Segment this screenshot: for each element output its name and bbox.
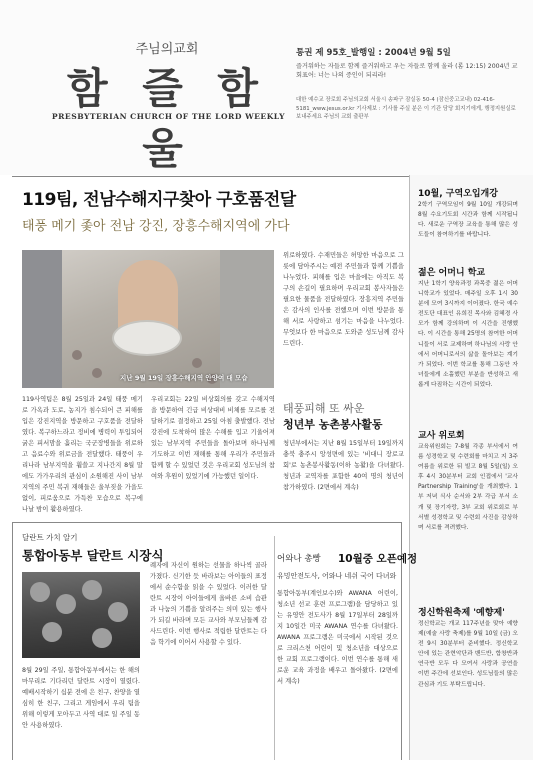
photo-person-head [108, 602, 128, 622]
sidebar-heading-mothers-school: 젊은 어머니 학교 [418, 268, 486, 278]
sidebar-heading-festival: 정신학원축제 '예향제' [418, 608, 505, 618]
sidebar-heading-cell-group: 10월, 구역오입개강 [418, 189, 498, 199]
farm-headline: 태풍피해 또 싸운 [283, 402, 365, 415]
photo-ball [192, 358, 202, 368]
lead-headline: 119팀, 전남수해지구찾아 구호품전달 [22, 190, 296, 210]
awana-kicker: 어와나 총빵 [277, 554, 321, 564]
column-divider [274, 536, 275, 760]
church-name: 주님의교회 [135, 42, 199, 57]
photo-ball [72, 350, 82, 360]
awana-headline: 10월중 오픈예정 [338, 553, 418, 565]
farm-body: 청년부에서는 지난 8월 15일부터 19일까지 충북 충주시 앙성면에 있는 '비대니 장로교회'로 농촌봉사활동(이하 농활)을 다녀왔다. 청년과 교역자를 포함한 40여 명의 청년이 참가하였다. (2면에서 계속) [283, 440, 404, 491]
photo-person-head [30, 582, 50, 602]
photo-person-left [22, 250, 62, 388]
photo-person-head [92, 628, 112, 648]
dollar-photo [22, 572, 140, 658]
newsletter-subtitle: PRESBYTERIAN CHURCH OF THE LORD WEEKLY [51, 112, 286, 121]
lead-subheadline: 태풍 메기 좇아 전남 강진, 장흥수해지역에 가다 [22, 219, 290, 234]
bible-verse: 즐거워하는 자들로 함께 즐거워하고 우는 자들로 함께 울라 (롬 12:15) 2004년 교회표어: 너는 나의 증인이 되리라! [296, 63, 518, 79]
dollar-kicker: 달란트 가치 알기 [22, 533, 78, 542]
masthead [0, 0, 533, 175]
lead-body-col1: 119사역팀은 8월 25일과 24일 태풍 메기로 가옥과 도로, 농지가 침수되어 큰 피해를 입은 강진지역을 방문하고 구호품을 전달하였다. 복구하느라고 정비에 병력이 투입되어 굵은 피서맘을 흘리는 국군장병들을 위로하고 음료수와 위로금을 전달했다. 태풍이 우리나라 남부지역을 휩쓸고 지나간지 8월 말에도 가가우리의 관심이 소원해진 사이 남부지역의 주민 복귀 재해들은 울부짖을 가을도 없이, 피로움으로 가득찬 모습으로 복구에 나날 밤이 활용하였다. [22, 396, 143, 513]
lead-body-col3: 위로하였다. 수재민들은 허망한 마음으로 그릇에 담아주시는 예전 주민들과 함께 기쁨을 나누었다. 피해를 입은 마을에는 아직도 복구의 손길이 필요하며 우리교회 봉사자들은 필요한 물품을 전달하였다. 장흥지역 주민들은 감사의 인사를 전했으며 이번 방문을 통해 서로 사랑하고 섬기는 마음을 나누었다. 무엇보다 한 마음으로 도와준 성도님께 감사드린다. [283, 252, 404, 347]
dollar-headline: 통합아동부 달란트 시장식 [22, 548, 164, 563]
sidebar-body-cell-group: 2학기 구역모임이 9월 10일 개강되며 8월 수요기도회 시간과 함께 시작됩니다. 새로운 구역장 교육을 통해 많은 성도들이 참여하기를 바랍니다. [418, 202, 518, 239]
sidebar-body-teachers: 교육위원회는 7-8월 각종 부서에서 여름 성경학교 및 수련회를 마치고 지 3주 여름을 위로한 뒤 빌고 8월 5일(일) 오후 4시 30분부터 교회 인접에서 '교사 Partnership Training'을 개최했다. 1부 저녁 식사 순서와 2부 각급 부서 소개 및 장기자랑, 3부 교회 위로회로 부서별 성경학교 및 수련회 사진을 감상하며 서로를 격려했다. [418, 444, 518, 531]
lead-photo-caption: 지난 9월 19일 장흥수해지역 안양여 대 모습 [120, 374, 248, 382]
lead-photo [22, 250, 274, 388]
farm-subheadline: 청년부 농촌봉사활동 [283, 418, 383, 431]
photo-person-head [82, 580, 102, 600]
photo-person-head [56, 594, 76, 614]
lead-body-col2: 우리교회는 22일 비상회의를 갖고 수해지역을 방문하여 긴급 비상대비 비체를 모르를 전달하기로 결정하고 25일 아침 출발했다. 전남 강진에 도착하여 많은 수해를 입고 기울어져 있는 남부지역 주민들을 돌아보며 하나님께 기도하고 이번 재해를 통해 우리가 주민들과 함께 할 수 있었던 것은 우리교회 성도님의 참여와 후원이 있었기에 가능했던 일이다. [151, 396, 275, 480]
photo-bowl [112, 320, 182, 356]
awana-subheadline: 유밍안전도사, 어와나 네쉬 국어 다녀와 [277, 572, 397, 580]
dollar-body-col1: 8월 29일 주일, 통합아동부에서는 한 해의 마무리로 기다리던 달란트 시장이 열렸다. 예배시작하기 십분 전에 은 친구, 찬양을 열심히 한 친구, 그리고 게임에서 우리 팀을 위해 이렇게 모아두고 사역 대로 일 주일 동안 사용하였다. [22, 667, 140, 729]
dollar-body-col2: 례자에 자신이 원하는 선물을 하나씩 골라 가졌다. 신기한 듯 바라보는 아이들의 표정에서 순수함을 읽을 수 있었다. 이러한 달란트 시장이 아이들에게 올바른 소비 습관과 나눔의 기쁨을 알려주는 의미 있는 행사가 되길 바라며 모든 교사와 부모님들께 감사드린다. 이번 행사로 적립한 달란트는 다음 학기에 이어서 사용할 수 있다. [150, 562, 267, 646]
photo-person-right [220, 250, 274, 388]
photo-ball [92, 368, 102, 378]
photo-person-head [42, 622, 62, 642]
church-address: 대한 예수교 장로회 주님의교회 서울시 송파구 잠실동 50-4 (잠신중고교내) 02-416-5181_www.jesus.or.kr 기사제보 : 기사를 주실 분은 이 기관 담당 회지기에게, 행정지원실로 보내주세요 주님의 교회 출판부 [296, 97, 516, 121]
issue-info: 통권 제 95호_발행일 : 2004년 9월 5일 [296, 48, 451, 58]
sidebar-body-festival: 정신학교는 개교 117주년을 맞아 예향제(예술 사랑 축제)를 9월 10일 (금) 오전 9시 30분부터 준비했다. 정신학교 안에 있는 관현악단과 밴드반, 합창반과 연극반 모두 다 모여서 사랑과 공연을 이번 주간에 선보인다. 성도님들의 많은 관심과 기도 부탁드립니다. [418, 621, 518, 688]
sidebar-body-mothers-school: 지난 1학기 양육과정 과목중 젊은 어머니학교가 있었다. 매주일 오후 1시 30분에 모여 3시까지 이어졌다. 한국 예수전도단 대표인 유희진 목사와 김혜경 사모가 함께 강의하며 이 시간을 진행했다. 이 시간을 통해 25명의 참여한 어머니들이 서로 교제하며 하나님의 사랑 안에서 어머니로서의 삶을 돌아보는 계기가 되었다. 이번 학교를 통해 그동안 자녀들에게 소홀했던 부분을 반성하고 새롭게 다짐하는 시간이 되었다. [418, 281, 518, 388]
newsletter-title: 함 즐 함 울 [67, 64, 268, 173]
sidebar-heading-teachers: 교사 위로회 [418, 431, 465, 441]
awana-body: 통합아동부(계인보수)와 AWANA 어린이, 청소년 선교 훈련 프로그램)을 담당하고 있는 유영안 전도사가 8월 17일부터 28일까지 10일간 미국 AWANA 연수를 다녀왔다. AWANA 프로그램은 미국에서 시작된 것으로 크리스천 어린이 및 청소년을 대상으로 한 교회 프로그램이다. 이번 연수를 통해 새로운 교육 과정을 배우고 돌아왔다. (2면에서 계속) [277, 590, 398, 685]
